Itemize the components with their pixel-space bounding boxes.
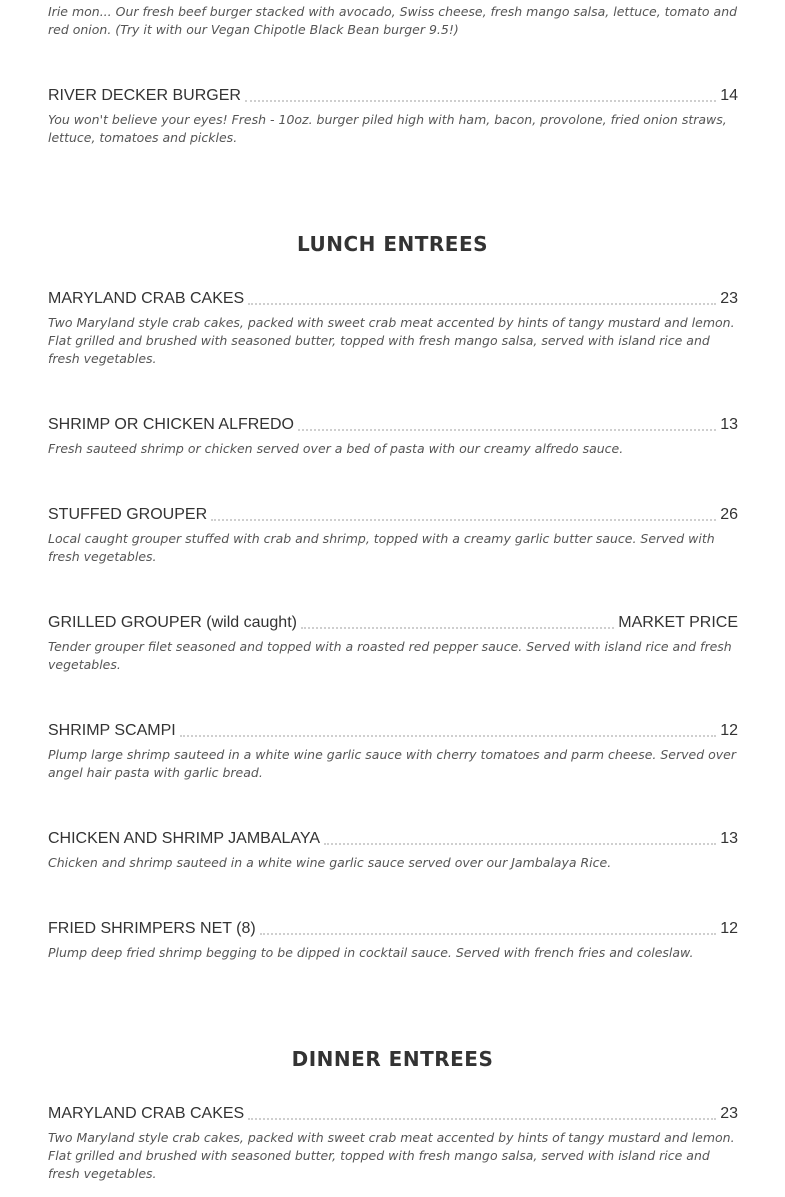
menu-item-river-decker-burger (48, 84, 738, 106)
menu-item-stuffed-grouper (48, 503, 738, 525)
item-price: 14 (720, 87, 738, 104)
item-description: Local caught grouper stuffed with crab and shrimp, topped with a creamy garlic butter sauce. Served with fresh vegetables. (48, 531, 715, 564)
menu-item-dinner-maryland-crab-cakes (48, 1102, 738, 1124)
dotted-leader (324, 842, 716, 845)
item-price: 13 (720, 830, 738, 847)
item-name: SHRIMP SCAMPI (48, 722, 176, 739)
item-name: MARYLAND CRAB CAKES (48, 1105, 245, 1122)
dotted-leader (248, 1117, 716, 1120)
menu-item-fried-shrimpers-net (48, 917, 738, 939)
item-name: SHRIMP OR CHICKEN ALFREDO (48, 416, 294, 433)
dotted-leader (260, 932, 716, 935)
item-name: STUFFED GROUPER (48, 506, 208, 523)
dotted-leader (298, 428, 716, 431)
section-title-lunch-entrees: LUNCH ENTREES (296, 232, 489, 256)
item-name: MARYLAND CRAB CAKES (48, 290, 245, 307)
item-name: CHICKEN AND SHRIMP JAMBALAYA (48, 830, 321, 847)
item-description: Tender grouper filet seasoned and topped with a roasted red pepper sauce. Served with island rice and fresh vegetables. (48, 639, 732, 672)
item-description: Two Maryland style crab cakes, packed with sweet crab meat accented by hints of tangy mustard and lemon. Flat grilled and brushed with seasoned butter, topped with fresh mango salsa, served with island rice and fresh vegetables. (48, 315, 735, 366)
item-description: Irie mon... Our fresh beef burger stacked with avocado, Swiss cheese, fresh mango salsa, lettuce, tomato and red onion. (Try it with our Vegan Chipotle Black Bean burger 9.5!) (48, 4, 738, 37)
dotted-leader (211, 518, 716, 521)
item-price: 23 (720, 1105, 738, 1122)
item-description: Plump deep fried shrimp begging to be dipped in cocktail sauce. Served with french fries and coleslaw. (48, 945, 694, 960)
dotted-leader (245, 99, 716, 102)
item-name: GRILLED GROUPER (wild caught) (48, 614, 297, 631)
dotted-leader (301, 626, 614, 629)
item-price: 13 (720, 416, 738, 433)
item-description: Chicken and shrimp sauteed in a white wine garlic sauce served over our Jambalaya Rice. (48, 855, 612, 870)
item-price: 23 (720, 290, 738, 307)
item-price: 12 (720, 920, 738, 937)
item-price: 26 (720, 506, 738, 523)
dotted-leader (248, 302, 716, 305)
menu-item-shrimp-or-chicken-alfredo (48, 413, 738, 435)
item-description: Plump large shrimp sauteed in a white wine garlic sauce with cherry tomatoes and parm cheese. Served over angel hair pasta with garlic bread. (48, 747, 737, 780)
dotted-leader (180, 734, 716, 737)
item-description: You won't believe your eyes! Fresh - 10oz. burger piled high with ham, bacon, provolone, fried onion straws, lettuce, tomatoes and pickles. (48, 112, 727, 145)
item-description: Two Maryland style crab cakes, packed with sweet crab meat accented by hints of tangy mustard and lemon. Flat grilled and brushed with seasoned butter, topped with fresh mango salsa, served with island rice and fresh vegetables. (48, 1130, 735, 1181)
menu-item-lunch-maryland-crab-cakes (48, 287, 738, 309)
menu-item-shrimp-scampi (48, 719, 738, 741)
menu-item-grilled-grouper (48, 611, 738, 633)
menu-item-chicken-and-shrimp-jambalaya (48, 827, 738, 849)
item-name: RIVER DECKER BURGER (48, 87, 241, 104)
item-description: Fresh sauteed shrimp or chicken served over a bed of pasta with our creamy alfredo sauce. (48, 441, 624, 456)
section-title-dinner-entrees: DINNER ENTREES (291, 1047, 494, 1071)
item-price: MARKET PRICE (618, 614, 738, 631)
item-name: FRIED SHRIMPERS NET (8) (48, 920, 256, 937)
item-price: 12 (720, 722, 738, 739)
